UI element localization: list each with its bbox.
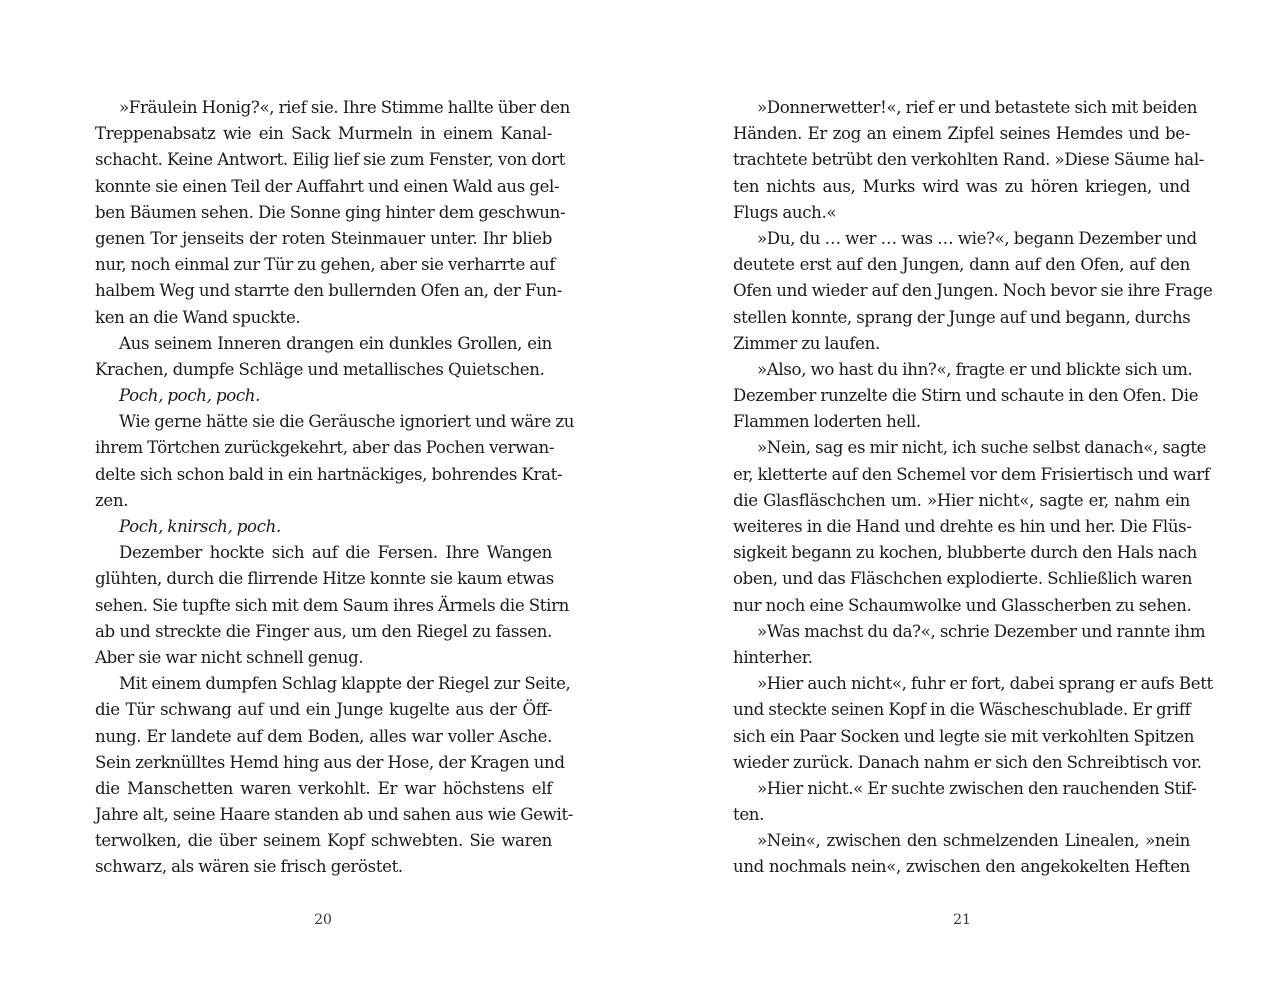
text-line: terwolken, die über seinem Kopf schwebten. Sie waren [95, 831, 552, 851]
text-line: nur, noch einmal zur Tür zu gehen, aber sie verharrte auf [95, 255, 556, 275]
text-line: »Hier auch nicht«, fuhr er fort, dabei sprang er aufs Bett [757, 674, 1213, 694]
text-line: Treppenabsatz wie ein Sack Murmeln in einem Kanal- [95, 124, 552, 144]
text-line: stellen konnte, sprang der Junge auf und begann, durchs [733, 307, 1191, 327]
text-line: weiteres in die Hand und drehte es hin und her. Die Flüs- [733, 517, 1192, 536]
text-line: Händen. Er zog an einem Zipfel seines Hemdes und be- [733, 124, 1190, 144]
text-line: »Fräulein Honig?«, rief sie. Ihre Stimme hallte über den [119, 98, 570, 117]
text-line: Aus seinem Inneren drangen ein dunkles Grollen, ein [119, 333, 552, 353]
text-line: ten. [733, 805, 765, 825]
page-number-right: 21 [953, 912, 971, 928]
text-line: genen Tor jenseits der roten Steinmauer unter. Ihr blieb [95, 228, 552, 248]
right-page [733, 95, 1213, 881]
text-line: Flugs auch.« [733, 202, 837, 222]
text-line: sigkeit begann zu kochen, blubberte durch den Hals nach [733, 543, 1198, 563]
text-line: »Also, wo hast du ihn?«, fragte er und blickte sich um. [757, 359, 1193, 379]
text-line: die Glasfläschchen um. »Hier nicht«, sagte er, nahm ein [733, 490, 1190, 510]
text-line: ab und streckte die Finger aus, um den Riegel zu fassen. [95, 621, 552, 641]
text-line: Aber sie war nicht schnell genug. [95, 647, 364, 667]
text-line: oben, und das Fläschchen explodierte. Schließlich waren [733, 569, 1193, 589]
text-line: »Hier nicht.« Er suchte zwischen den rauchenden Stif- [757, 778, 1197, 798]
text-line: »Nein«, zwischen den schmelzenden Linealen, »nein [757, 831, 1190, 851]
text-line: zen. [95, 490, 129, 510]
text-line: deutete erst auf den Jungen, dann auf den Ofen, auf den [733, 255, 1190, 275]
text-line: sich ein Paar Socken und legte sie mit verkohlten Spitzen [733, 726, 1195, 746]
text-line: Wie gerne hätte sie die Geräusche ignoriert und wäre zu [119, 412, 575, 432]
text-line: Dezember runzelte die Stirn und schaute in den Ofen. Die [733, 386, 1199, 406]
text-line: glühten, durch die flirrende Hitze konnte sie kaum etwas [95, 569, 554, 589]
text-line: sehen. Sie tupfte sich mit dem Saum ihres Ärmels die Stirn [95, 595, 569, 615]
text-line: schwarz, als wären sie frisch geröstet. [95, 857, 403, 877]
page-number-left: 20 [314, 912, 332, 928]
text-line: »Nein, sag es mir nicht, ich suche selbst danach«, sagte [757, 438, 1207, 458]
text-line: konnte sie einen Teil der Auffahrt und einen Wald aus gel- [95, 176, 560, 196]
text-line: er, kletterte auf den Schemel vor dem Frisiertisch und warf [733, 464, 1210, 484]
text-line: wieder zurück. Danach nahm er sich den Schreibtisch vor. [733, 752, 1202, 772]
text-line: ten nichts aus, Murks wird was zu hören kriegen, und [733, 176, 1190, 196]
right-page-text [733, 95, 1213, 881]
left-page [95, 95, 575, 881]
left-page-text [95, 95, 575, 881]
text-line: ihrem Törtchen zurückgekehrt, aber das Pochen verwan- [95, 438, 555, 458]
text-line: Mit einem dumpfen Schlag klappte der Riegel zur Seite, [119, 674, 571, 694]
text-line: nung. Er landete auf dem Boden, alles war voller Asche. [95, 726, 552, 746]
text-line: und nochmals nein«, zwischen den angekokelten Heften [733, 857, 1190, 877]
text-line: Sein zerknülltes Hemd hing aus der Hose, der Kragen und [95, 752, 565, 772]
text-line: Ofen und wieder auf den Jungen. Noch bevor sie ihre Frage [733, 281, 1213, 301]
text-line: delte sich schon bald in ein hartnäckiges, bohrendes Krat- [95, 464, 563, 484]
text-line: und steckte seinen Kopf in die Wäscheschublade. Er griff [733, 700, 1191, 720]
text-line: die Tür schwang auf und ein Junge kugelte aus der Öff- [95, 700, 552, 720]
text-line: ken an die Wand spuckte. [95, 307, 301, 327]
text-line: »Donnerwetter!«, rief er und betastete sich mit beiden [757, 98, 1198, 117]
text-line: ben Bäumen sehen. Die Sonne ging hinter dem geschwun- [95, 202, 566, 222]
text-line: hinterher. [733, 647, 813, 667]
text-line: Jahre alt, seine Haare standen ab und sahen aus wie Gewit- [95, 805, 574, 825]
text-line: trachtete betrübt den verkohlten Rand. »Diese Säume hal- [733, 150, 1205, 170]
text-line: schacht. Keine Antwort. Eilig lief sie zum Fenster, von dort [95, 150, 566, 170]
text-line: Poch, poch, poch. [119, 386, 261, 406]
text-line: »Du, du … wer … was … wie?«, begann Dezember und [757, 228, 1197, 248]
text-line: nur noch eine Schaumwolke und Glasscherben zu sehen. [733, 595, 1192, 615]
text-line: Krachen, dumpfe Schläge und metallisches Quietschen. [95, 359, 545, 379]
text-line: »Was machst du da?«, schrie Dezember und rannte ihm [757, 621, 1206, 641]
text-line: halbem Weg und starrte den bullernden Ofen an, der Fun- [95, 281, 562, 301]
text-line: die Manschetten waren verkohlt. Er war höchstens elf [95, 778, 552, 798]
text-line: Zimmer zu laufen. [733, 333, 880, 353]
text-line: Flammen loderten hell. [733, 412, 921, 432]
text-line: Dezember hockte sich auf die Fersen. Ihre Wangen [119, 543, 552, 563]
text-line: Poch, knirsch, poch. [119, 517, 281, 536]
